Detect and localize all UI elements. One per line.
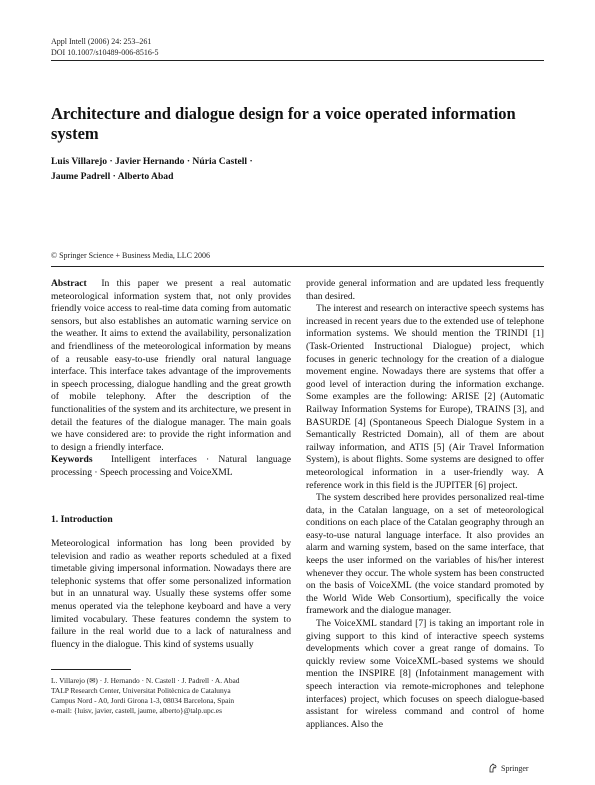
footnote-rule [51, 669, 131, 670]
keywords-label: Keywords [51, 454, 93, 466]
header-rule [51, 60, 544, 61]
abstract-text: In this paper we present a real automatic meteorological information system that, not only provides friendly voice access to real-time data coming from automatic sensors, but also establishes an automatic warning service on the weather. It aims to extend the availability, personalization and friendliness of the meteorological information by means of a reusable easy-to-use friendly oral natural language interface. This interface takes advantage of the improvements in speech processing, dialogue handling and the great growth of mobile telephony. After the description of the functionalities of the system and its architecture, we present in detail the features of the dialogue manager. The main goals we have considered are: to provide the right information and to design a friendly interface. [51, 278, 291, 453]
springer-horse-icon [488, 763, 498, 773]
publisher-mark [488, 763, 529, 773]
abstract [51, 278, 291, 454]
right-column [306, 278, 544, 731]
journal-line: Appl Intell (2006) 24: 253–261 [51, 37, 152, 46]
affiliation-email: e-mail: {luisv, javier, castell, jaume, alberto}@talp.upc.es [51, 706, 222, 715]
author-list [51, 154, 511, 184]
keywords-text: Intelligent interfaces · Natural language processing · Speech processing and VoiceXML [51, 454, 291, 478]
article-title: Architecture and dialogue design for a voice operated information system [51, 104, 516, 143]
affiliation-authors: L. Villarejo (✉) · J. Hernando · N. Castell · J. Padrell · A. Abad [51, 676, 240, 685]
authors-line-2: Jaume Padrell · Alberto Abad [51, 171, 174, 182]
copyright-notice: © Springer Science + Business Media, LLC 2006 [51, 251, 211, 260]
abstract-label: Abstract [51, 278, 87, 289]
intro-paragraph-2: The interest and research on interactive speech systems has increased in recent years due to the extended use of telephone information systems. We should mention the TRINDI [1] (Task-Oriented Instructional Dialogue) project, which focuses in generic technology for the creation of a dialogue movement engine. Nowadays there are systems that offer a good level of interaction during the information exchange. Some examples are the following: ARISE [2] (Automatic Railway Information Systems for Europe), TRAINS [3], and BASURDE [4] (Spontaneous Speech Dialogue System in a Semantically Restricted Domain), all of them are about railway information, and ATIS [5] (Air Travel Information System), is about flights. Some systems are designed to offer meteorological information in a user-friendly way. A reference work in this field is the JUPITER [6] project. [306, 303, 544, 491]
affiliation-institution: TALP Research Center, Universitat Politècnica de Catalunya [51, 686, 231, 695]
section-heading-introduction: 1. Introduction [51, 513, 113, 525]
journal-citation [51, 36, 159, 58]
author-affiliation [51, 676, 301, 716]
authors-line-1: Luis Villarejo · Javier Hernando · Núria Castell · [51, 156, 253, 167]
keywords [51, 454, 291, 479]
affiliation-address: Campus Nord - A0, Jordi Girona 1-3, 08034 Barcelona, Spain [51, 696, 235, 705]
intro-paragraph-4: The VoiceXML standard [7] is taking an important role in giving support to this kind of interactive speech systems developments which cover a great range of domains. To quickly review some VoiceXML-based systems we should mention the INSPIRE [8] (Infotainment management with speech interaction via remote-microphones and telephone interfaces) project, which focuses on speech dialogue-based assistant for wireless command and control of home appliances. Also the [306, 618, 544, 730]
doi-line: DOI 10.1007/s10489-006-8516-5 [51, 48, 159, 57]
left-column [51, 278, 291, 651]
intro-paragraph-1-continued: provide general information and are updated less frequently than desired. [306, 278, 544, 302]
publisher-name: Springer [501, 763, 529, 773]
copyright-rule [51, 266, 544, 267]
intro-paragraph-3: The system described here provides personalized real-time data, in the Catalan language, on a set of meteorological conditions on each place of the Catalan geography through an easy-to-use natural language interface. It also provides an alarm and warning system, based on the same interface, that keeps the user informed on the variables of his/her interest whenever they occur. The whole system has been constructed on the basis of VoiceXML (the voice standard promoted by the World Wide Web Consortium), specifically the voice framework and the dialogue manager. [306, 492, 544, 617]
intro-paragraph-1: Meteorological information has long been provided by television and radio as weather reports scheduled at a fixed timetable giving impersonal information. Nowadays there are telephonic systems that offer some personalized information but in an unnatural way. Usually these systems offer some menus operated via the telephone keyboard and have a very limited vocabulary. These features condemn the system to failure in the real world due to a lack of naturalness and fluency in the dialogue. This kind of systems usually [51, 538, 291, 650]
